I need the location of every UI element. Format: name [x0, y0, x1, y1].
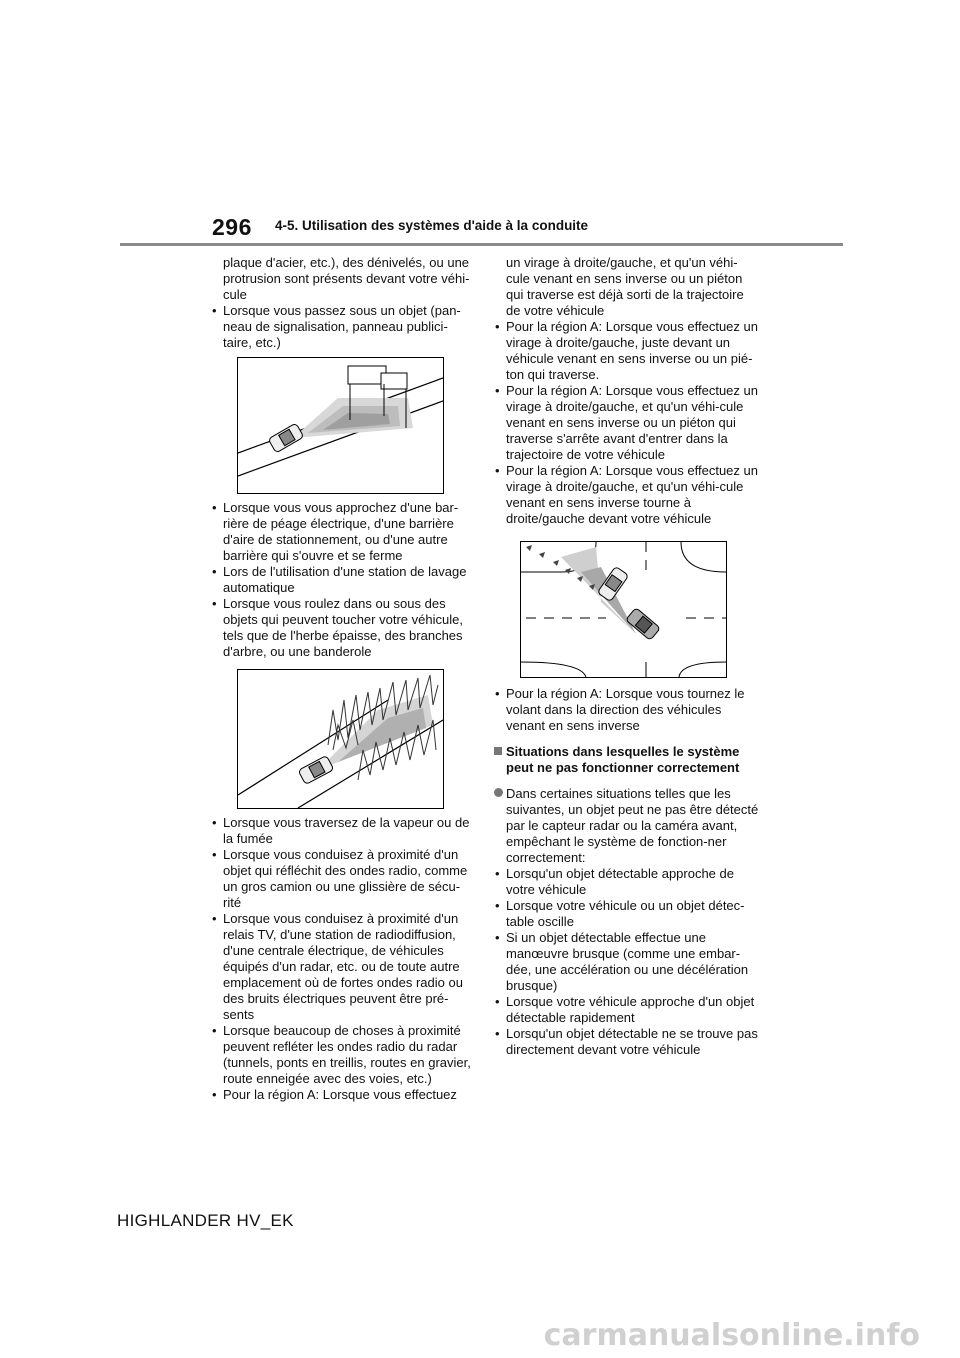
list-item: • Lorsque vous conduisez à proximité d'un objet qui réfléchit des ondes radio, comme un gros camion ou une glissière de sécu-rité — [207, 847, 472, 911]
list-item: • Lorsque votre véhicule approche d'un objet détectable rapidement — [490, 994, 760, 1026]
header-divider — [120, 243, 843, 246]
list-item: • Pour la région A: Lorsque vous effectuez — [207, 1087, 472, 1103]
page-number: 296 — [212, 214, 252, 240]
circle-paragraph-text: Dans certaines situations telles que les suivantes, un objet peut ne pas être détecté par le capteur radar ou la caméra avant, empêchant le système de fonction-ner correctement: — [506, 786, 759, 865]
footer-model: HIGHLANDER HV_EK — [117, 1211, 294, 1230]
list-item: • Lorsque vous traversez de la vapeur ou de la fumée — [207, 815, 472, 847]
list-item: • Pour la région A: Lorsque vous effectuez un virage à droite/gauche, juste devant un véhicule venant en sens inverse ou un pié-ton qui traverse. — [490, 319, 760, 383]
list-item: • Lorsque vous roulez dans ou sous des objets qui peuvent toucher votre véhicule, tels que de l'herbe épaisse, des branches d'arbre, ou une banderole — [207, 596, 472, 660]
figure-tall-grass — [237, 669, 444, 809]
circle-bullet-icon — [494, 788, 503, 797]
list-item: • Lorsque vous passez sous un objet (pan-neau de signalisation, panneau publici-taire, etc.) — [207, 303, 472, 351]
list-item: • Lorsqu'un objet détectable approche de votre véhicule — [490, 866, 760, 898]
watermark: carmanualsonline.info — [543, 1318, 920, 1353]
section-heading-text: Situations dans lesquelles le système peut ne pas fonctionner correctement — [506, 744, 740, 775]
section-heading — [490, 744, 760, 776]
right-column — [490, 255, 760, 1058]
left-column — [207, 255, 472, 1103]
list-item: • Lorsque beaucoup de choses à proximité peuvent refléter les ondes radio du radar (tunnels, ponts en treillis, routes en gravier, route enneigée avec des voies, etc.) — [207, 1023, 472, 1087]
list-item: • Pour la région A: Lorsque vous tournez le volant dans la direction des véhicules venant en sens inverse — [490, 686, 760, 734]
list-item: • Lorsque votre véhicule ou un objet détec-table oscille — [490, 898, 760, 930]
list-item: • Si un objet détectable effectue une manœuvre brusque (comme une embar-dée, une accélération ou une décélération brusque) — [490, 930, 760, 994]
list-item: • Pour la région A: Lorsque vous effectuez un virage à droite/gauche, et qu'un véhi-cule venant en sens inverse ou un piéton qui traverse s'arrête avant d'entrer dans la trajectoire de votre véhicule — [490, 383, 760, 463]
list-item: • Lors de l'utilisation d'une station de lavage automatique — [207, 564, 472, 596]
right-intro-text: un virage à droite/gauche, et qu'un véhi-cule venant en sens inverse ou un piéton qui traverse est déjà sorti de la trajectoire de votre véhicule — [506, 255, 744, 318]
circle-paragraph — [490, 786, 760, 866]
section-title: 4-5. Utilisation des systèmes d'aide à la conduite — [275, 218, 589, 233]
figure-overhead-sign — [237, 357, 444, 494]
list-item: • Pour la région A: Lorsque vous effectuez un virage à droite/gauche, et qu'un véhi-cule venant en sens inverse tourne à droite/gauche devant votre véhicule — [490, 463, 760, 527]
figure-intersection-turn — [520, 541, 727, 678]
list-item: • Lorsqu'un objet détectable ne se trouve pas directement devant votre véhicule — [490, 1026, 760, 1058]
list-item: • Lorsque vous conduisez à proximité d'un relais TV, d'une station de radiodiffusion, d'une centrale électrique, de véhicules équipés d'un radar, etc. ou de toute autre emplacement où de fortes ondes radio ou des bruits électriques peuvent être pré-sents — [207, 911, 472, 1023]
list-item: • Lorsque vous vous approchez d'une bar-rière de péage électrique, d'une barrière d'aire de stationnement, ou d'une autre barrière qui s'ouvre et se ferme — [207, 500, 472, 564]
left-intro-text: plaque d'acier, etc.), des dénivelés, ou une protrusion sont présents devant votre véhi-cule — [223, 255, 470, 302]
square-bullet-icon — [494, 747, 502, 755]
